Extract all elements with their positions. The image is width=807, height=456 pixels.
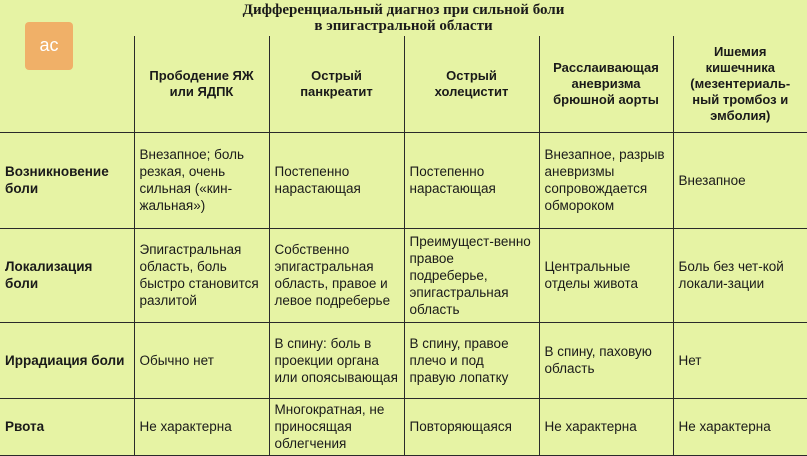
table-cell: Собственно эпигастральная область, правое и левое подреберье xyxy=(269,228,404,322)
table-cell: Постепенно нарастающая xyxy=(404,132,539,228)
diagnosis-table xyxy=(0,36,807,456)
table-cell: В спину, паховую область xyxy=(539,322,673,398)
table-cell: Преимущест-венно правое подреберье, эпигастральная область xyxy=(404,228,539,322)
column-header: Острый холецистит xyxy=(404,36,539,132)
row-label: Рвота xyxy=(0,398,134,455)
row-label: Локализация боли xyxy=(0,228,134,322)
table-cell: Не характерна xyxy=(673,398,807,455)
document-title xyxy=(0,0,807,36)
row-label: Возникновение боли xyxy=(0,132,134,228)
title-line-2: в эпигастральной области xyxy=(314,18,493,34)
table-cell: Боль без чет-кой локали-зации xyxy=(673,228,807,322)
row-label: Иррадиация боли xyxy=(0,322,134,398)
table-cell: Внезапное; боль резкая, очень сильная («кин-жальная») xyxy=(134,132,269,228)
column-header: Расслаивающая аневризма брюшной аорты xyxy=(539,36,673,132)
table-row xyxy=(0,322,807,398)
column-header: Прободение ЯЖ или ЯДПК xyxy=(134,36,269,132)
corner-cell xyxy=(0,36,134,132)
header-row xyxy=(0,36,807,132)
table-cell: Эпигастральная область, боль быстро становится разлитой xyxy=(134,228,269,322)
table-cell: В спину: боль в проекции органа или опоясывающая xyxy=(269,322,404,398)
title-line-1: Дифференциальный диагноз при сильной боли xyxy=(242,2,565,18)
table-row xyxy=(0,398,807,455)
table-cell: Обычно нет xyxy=(134,322,269,398)
logo-text: ac xyxy=(39,35,59,55)
column-header: Ишемия кишечника (мезентериаль-ный тромбоз и эмболия) xyxy=(673,36,807,132)
column-header: Острый панкреатит xyxy=(269,36,404,132)
table-cell: Центральные отделы живота xyxy=(539,228,673,322)
table-cell: Внезапное, разрыв аневризмы сопровождается обмороком xyxy=(539,132,673,228)
table-row xyxy=(0,132,807,228)
table-cell: Не характерна xyxy=(539,398,673,455)
table-cell: В спину, правое плечо и под правую лопатку xyxy=(404,322,539,398)
table-cell: Нет xyxy=(673,322,807,398)
table-cell: Внезапное xyxy=(673,132,807,228)
table-cell: Постепенно нарастающая xyxy=(269,132,404,228)
table-cell: Не характерна xyxy=(134,398,269,455)
table-row xyxy=(0,228,807,322)
table-cell: Повторяющаяся xyxy=(404,398,539,455)
table-cell: Многократная, не приносящая облегчения xyxy=(269,398,404,455)
